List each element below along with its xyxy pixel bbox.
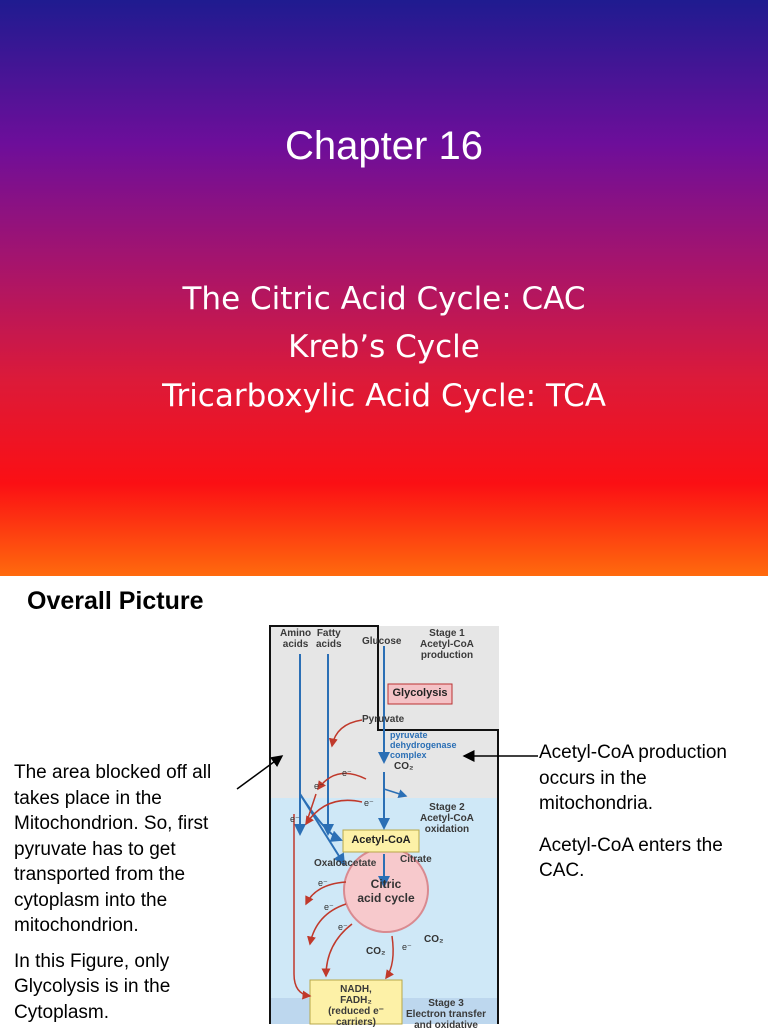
pdh-complex-label: pyruvate dehydrogenase complex [390,730,457,760]
co2-label-2: CO₂ [424,934,444,945]
glycolysis-label: Glycolysis [392,687,448,699]
electron-label-6: e⁻ [324,902,334,912]
content-slide [0,576,768,1031]
right-annotation [539,740,764,900]
subtitle-line-3: Tricarboxylic Acid Cycle: TCA [162,378,606,414]
electron-label-4: e⁻ [290,814,300,824]
electron-label-3: e⁻ [364,798,374,808]
chapter-title: Chapter 16 [285,124,483,168]
fatty-acids-label: Fatty acids [316,628,342,650]
stage3-label: Stage 3 Electron transfer and oxidative [406,998,487,1031]
electron-label-2: e⁻ [314,781,324,791]
slide-title: Overall Picture [27,587,204,615]
acetyl-coa-label: Acetyl-CoA [351,834,411,846]
co2-label-1: CO₂ [394,761,414,772]
amino-acids-label: Amino acids [280,628,312,650]
glucose-label: Glucose [362,636,402,647]
oxaloacetate-label: Oxaloacetate [314,858,377,869]
electron-label-5: e⁻ [318,878,328,888]
citric-acid-cycle-label: Citric acid cycle [357,877,415,905]
electron-label-8: e⁻ [402,942,412,952]
electron-label-1: e⁻ [342,768,352,778]
nadh-label: NADH, FADH₂ (reduced e⁻ carriers) [328,984,384,1028]
right-note-paragraph-1: Acetyl-CoA production occurs in the mitochondria. [539,742,727,814]
left-note-paragraph-1: The area blocked off all takes place in the Mitochondrion. So, first pyruvate has to get transported from the cytoplasm into the mitochondrion. [14,762,212,936]
pyruvate-label: Pyruvate [362,714,405,725]
stage1-label: Stage 1 Acetyl-CoA production [420,628,474,661]
citrate-label: Citrate [400,854,432,865]
subtitle-line-1: The Citric Acid Cycle: CAC [182,281,586,317]
stage2-label: Stage 2 Acetyl-CoA oxidation [420,802,474,835]
left-note-paragraph-2: In this Figure, only Glycolysis is in the Cytoplasm. [14,950,171,1023]
electron-label-7: e⁻ [338,922,348,932]
left-annotation [14,760,254,1035]
subtitle-line-2: Kreb’s Cycle [288,329,480,365]
co2-label-3: CO₂ [366,946,386,957]
right-note-paragraph-2: Acetyl-CoA enters the CAC. [539,834,723,881]
